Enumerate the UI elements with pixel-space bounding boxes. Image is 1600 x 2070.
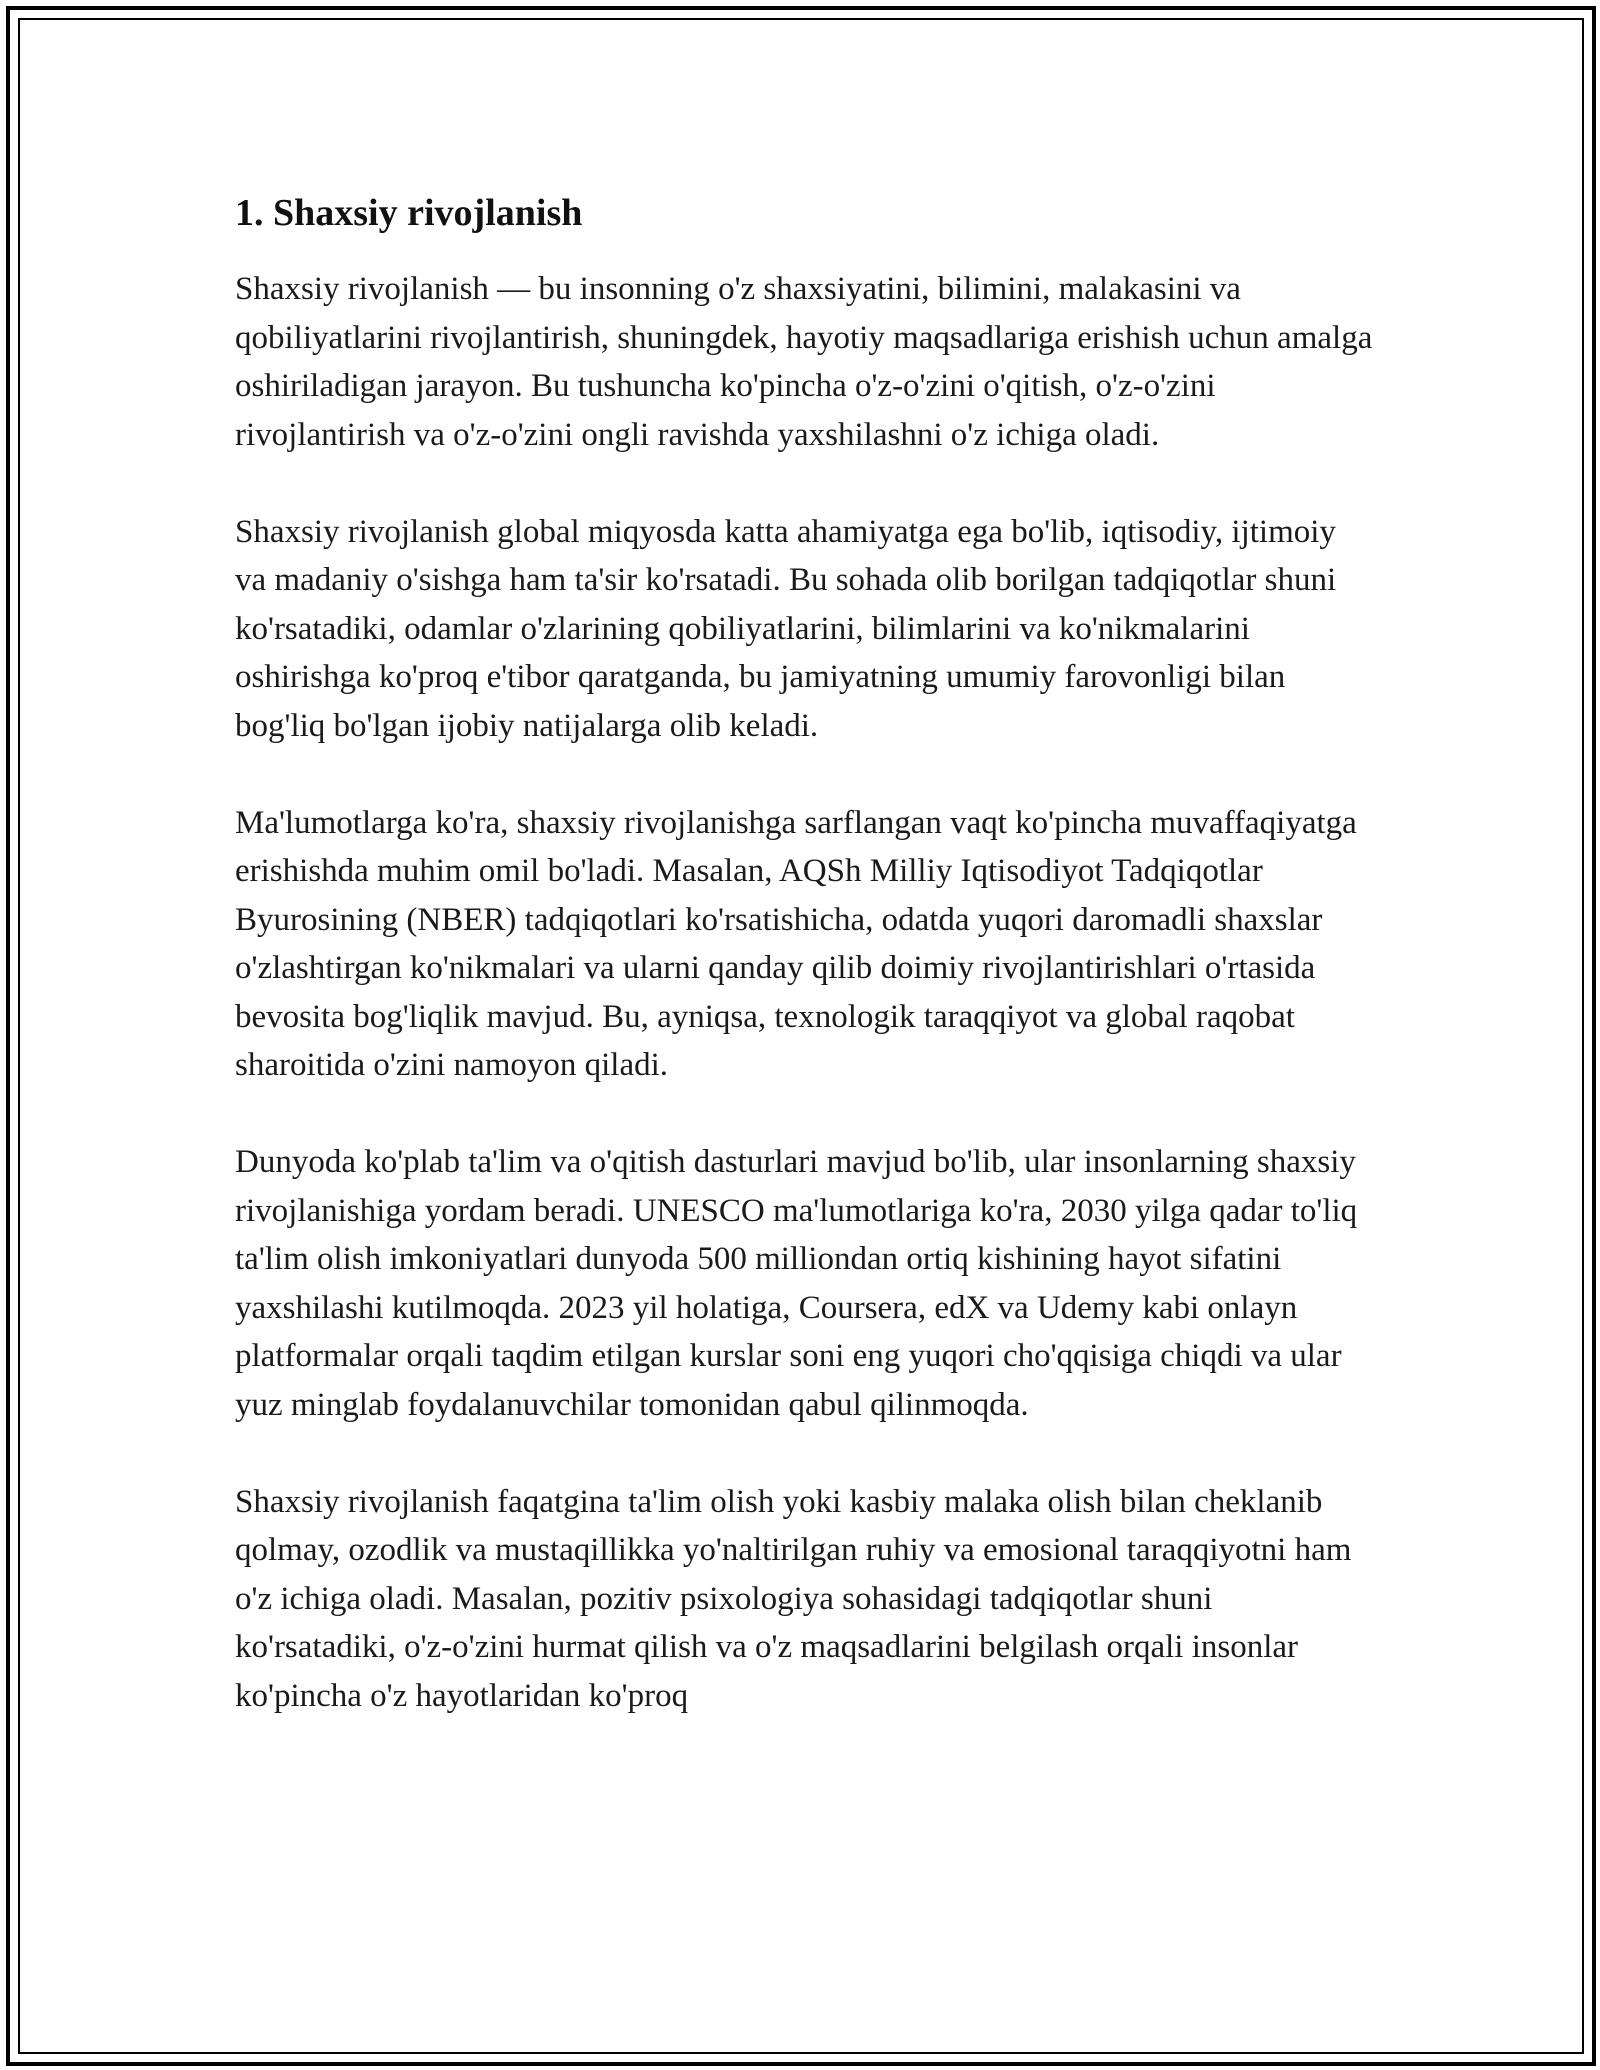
document-body (235, 185, 1375, 1769)
paragraph-3: Ma'lumotlarga ko'ra, shaxsiy rivojlanishga sarflangan vaqt ko'pincha muvaffaqiyatga erishishda muhim omil bo'ladi. Masalan, AQSh Milliy Iqtisodiyot Tadqiqotlar Byurosining (NBER) tadqiqotlari ko'rsatishicha, odatda yuqori daromadli shaxslar o'zlashtirgan ko'nikmalari va ularni qanday qilib doimiy rivojlantirishlari o'rtasida bevosita bog'liqlik mavjud. Bu, ayniqsa, texnologik taraqqiyot va global raqobat sharoitida o'zini namoyon qiladi. (235, 804, 1357, 1083)
paragraph-4: Dunyoda ko'plab ta'lim va o'qitish dasturlari mavjud bo'lib, ular insonlarning shaxsiy rivojlanishiga yordam beradi. UNESCO ma'lumotlariga ko'ra, 2030 yilga qadar to'liq ta'lim olish imkoniyatlari dunyoda 500 milliondan ortiq kishining hayot sifatini yaxshilashi kutilmoqda. 2023 yil holatiga, Coursera, edX va Udemy kabi onlayn platformalar orqali taqdim etilgan kurslar soni eng yuqori cho'qqisiga chiqdi va ular yuz minglab foydalanuvchilar tomonidan qabul qilinmoqda. (235, 1144, 1358, 1423)
paragraph-2: Shaxsiy rivojlanish global miqyosda katta ahamiyatga ega bo'lib, iqtisodiy, ijtimoiy va madaniy o'sishga ham ta'sir ko'rsatadi. Bu sohada olib borilgan tadqiqotlar shuni ko'rsatadiki, odamlar o'zlarining qobiliyatlarini, bilimlarini va ko'nikmalarini oshirishga ko'proq e'tibor qaratganda, bu jamiyatning umumiy farovonligi bilan bog'liq bo'lgan ijobiy natijalarga olib keladi. (235, 513, 1337, 744)
paragraph-5: Shaxsiy rivojlanish faqatgina ta'lim olish yoki kasbiy malaka olish bilan cheklanib qolmay, ozodlik va mustaqillikka yo'naltirilgan ruhiy va emosional taraqqiyotni ham o'z ichiga oladi. Masalan, pozitiv psixologiya sohasidagi tadqiqotlar shuni ko'rsatadiki, o'z-o'zini hurmat qilish va o'z maqsadlarini belgilash orqali insonlar ko'pincha o'z hayotlaridan ko'proq (235, 1483, 1352, 1714)
paragraph-1: Shaxsiy rivojlanish — bu insonning o'z shaxsiyatini, bilimini, malakasini va qobiliyatlarini rivojlantirish, shuningdek, hayotiy maqsadlariga erishish uchun amalga oshiriladigan jarayon. Bu tushuncha ko'pincha o'z-o'zini o'qitish, o'z-o'zini rivojlantirish va o'z-o'zini ongli ravishda yaxshilashni o'z ichiga oladi. (235, 271, 1373, 453)
section-heading: 1. Shaxsiy rivojlanish (235, 192, 583, 234)
